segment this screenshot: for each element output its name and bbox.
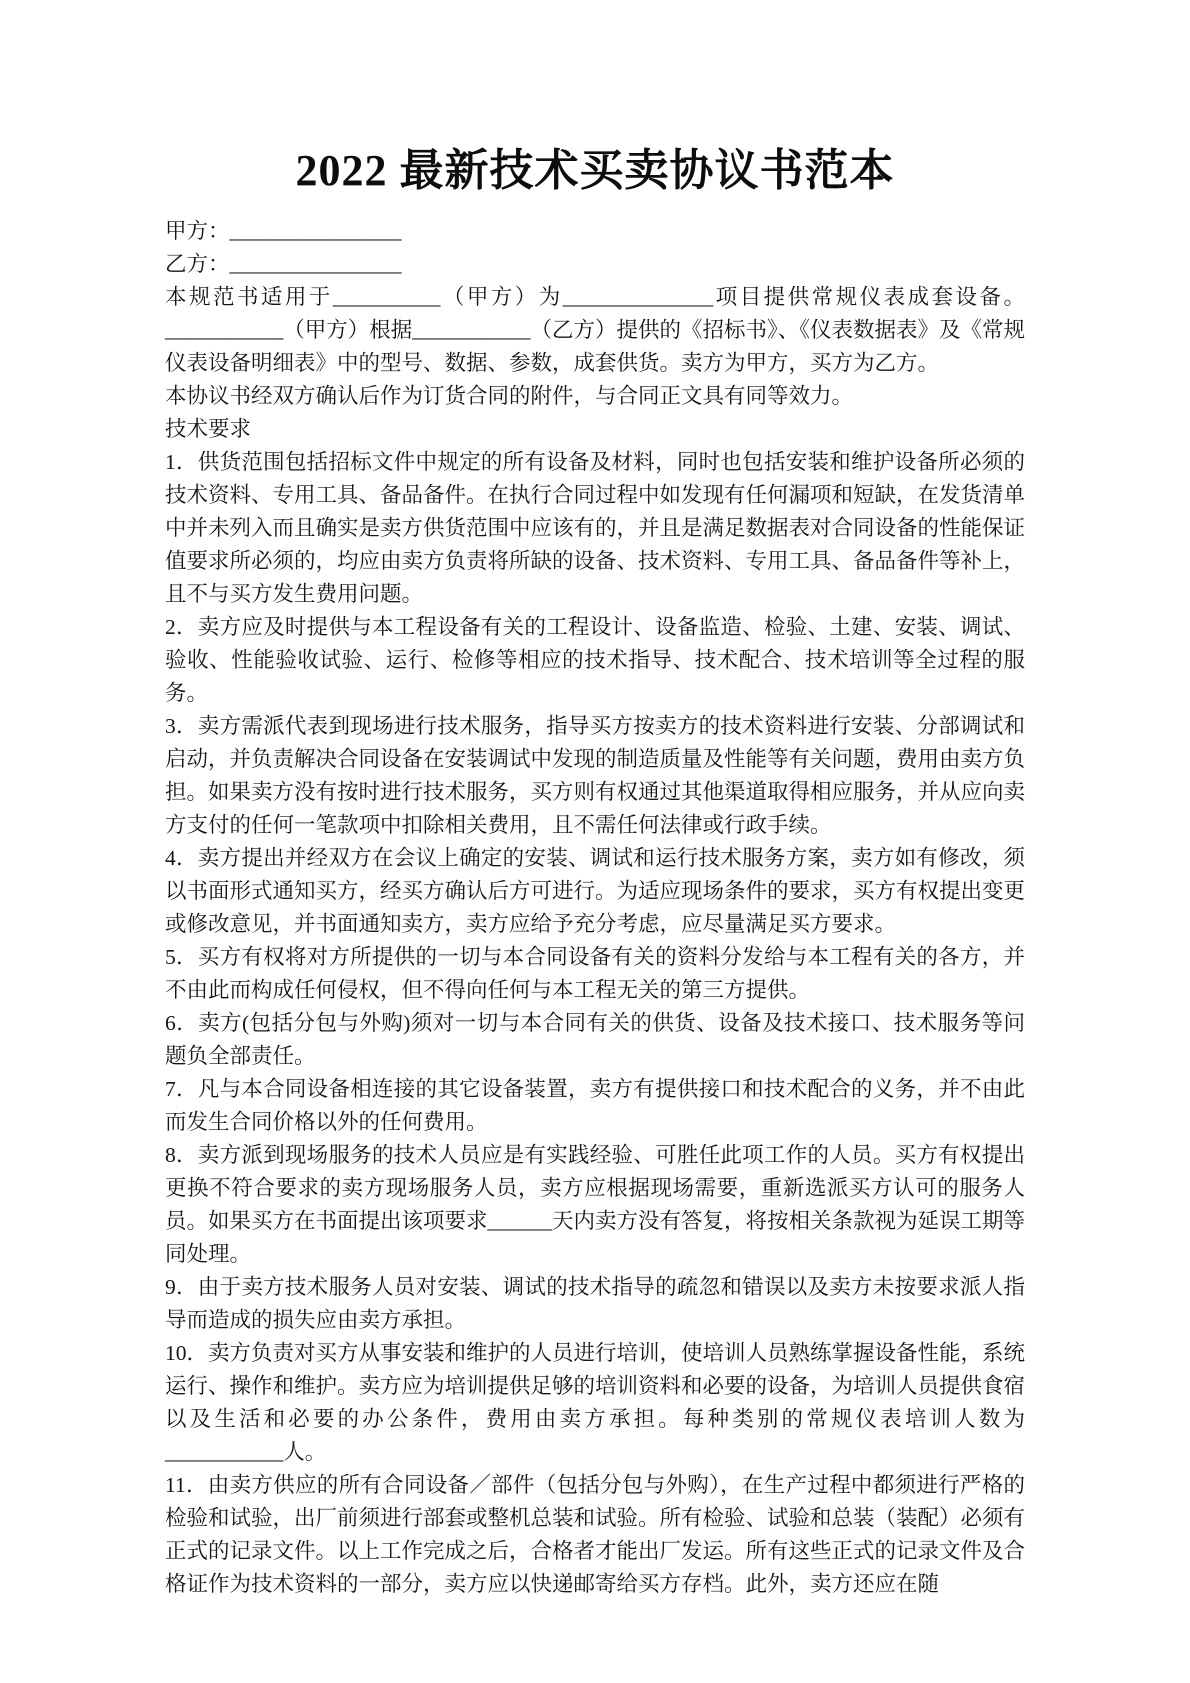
clause-9: 9．由于卖方技术服务人员对安装、调试的技术指导的疏忽和错误以及卖方未按要求派人指导而造成的损失应由卖方承担。 bbox=[165, 1274, 1025, 1332]
clause-5: 5．买方有权将对方所提供的一切与本合同设备有关的资料分发给与本工程有关的各方，并不由此而构成任何侵权，但不得向任何与本工程无关的第三方提供。 bbox=[165, 944, 1025, 1002]
clause-10: 10．卖方负责对买方从事安装和维护的人员进行培训，使培训人员熟练掌握设备性能，系统运行、操作和维护。卖方应为培训提供足够的培训资料和必要的设备，为培训人员提供食宿以及生活和必要的办公条件，费用由卖方承担。每种类别的常规仪表培训人数为___________人。 bbox=[165, 1340, 1026, 1464]
paragraph-party-a: 甲方：________________ bbox=[165, 218, 402, 243]
page-title: 2022 最新技术买卖协议书范本 bbox=[295, 146, 895, 195]
paragraph-party-b: 乙方：________________ bbox=[165, 251, 402, 276]
section-heading-technical-requirements: 技术要求 bbox=[165, 416, 252, 441]
paragraph-intro: 本规范书适用于__________（甲方）为______________项目提供常规仪表成套设备。___________（甲方）根据___________（乙方）提供的《招标书》、《仪表数据表》及《常规仪表设备明细表》中的型号、数据、参数，成套供货。卖方为甲方，买方为乙方。 bbox=[165, 284, 1026, 375]
clause-6: 6．卖方(包括分包与外购)须对一切与本合同有关的供货、设备及技术接口、技术服务等问题负全部责任。 bbox=[165, 1010, 1025, 1068]
clause-1: 1．供货范围包括招标文件中规定的所有设备及材料，同时也包括安装和维护设备所必须的技术资料、专用工具、备品备件。在执行合同过程中如发现有任何漏项和短缺，在发货清单中并未列入而且确实是卖方供货范围中应该有的，并且是满足数据表对合同设备的性能保证值要求所必须的，均应由卖方负责将所缺的设备、技术资料、专用工具、备品备件等补上，且不与买方发生费用问题。 bbox=[165, 449, 1026, 606]
clause-3: 3．卖方需派代表到现场进行技术服务，指导买方按卖方的技术资料进行安装、分部调试和启动，并负责解决合同设备在安装调试中发现的制造质量及性能等有关问题，费用由卖方负担。如果卖方没有按时进行技术服务，买方则有权通过其他渠道取得相应服务，并从应向卖方支付的任何一笔款项中扣除相关费用，且不需任何法律或行政手续。 bbox=[165, 713, 1026, 837]
clause-4: 4．卖方提出并经双方在会议上确定的安装、调试和运行技术服务方案，卖方如有修改，须以书面形式通知买方，经买方确认后方可进行。为适应现场条件的要求，买方有权提出变更或修改意见，并书面通知卖方，卖方应给予充分考虑，应尽量满足买方要求。 bbox=[165, 845, 1026, 936]
clause-8: 8．卖方派到现场服务的技术人员应是有实践经验、可胜任此项工作的人员。买方有权提出更换不符合要求的卖方现场服务人员，卖方应根据现场需要，重新选派买方认可的服务人员。如果买方在书面提出该项要求______天内卖方没有答复，将按相关条款视为延误工期等同处理。 bbox=[165, 1142, 1026, 1266]
paragraph-validity: 本协议书经双方确认后作为订货合同的附件，与合同正文具有同等效力。 bbox=[165, 383, 854, 408]
clause-7: 7．凡与本合同设备相连接的其它设备装置，卖方有提供接口和技术配合的义务，并不由此而发生合同价格以外的任何费用。 bbox=[165, 1076, 1025, 1134]
clause-2: 2．卖方应及时提供与本工程设备有关的工程设计、设备监造、检验、土建、安装、调试、验收、性能验收试验、运行、检修等相应的技术指导、技术配合、技术培训等全过程的服务。 bbox=[165, 614, 1025, 705]
clause-11: 11．由卖方供应的所有合同设备／部件（包括分包与外购），在生产过程中都须进行严格的检验和试验，出厂前须进行部套或整机总装和试验。所有检验、试验和总装（装配）必须有正式的记录文件。以上工作完成之后，合格者才能出厂发运。所有这些正式的记录文件及合格证作为技术资料的一部分，卖方应以快递邮寄给买方存档。此外，卖方还应在随 bbox=[165, 1472, 1026, 1596]
